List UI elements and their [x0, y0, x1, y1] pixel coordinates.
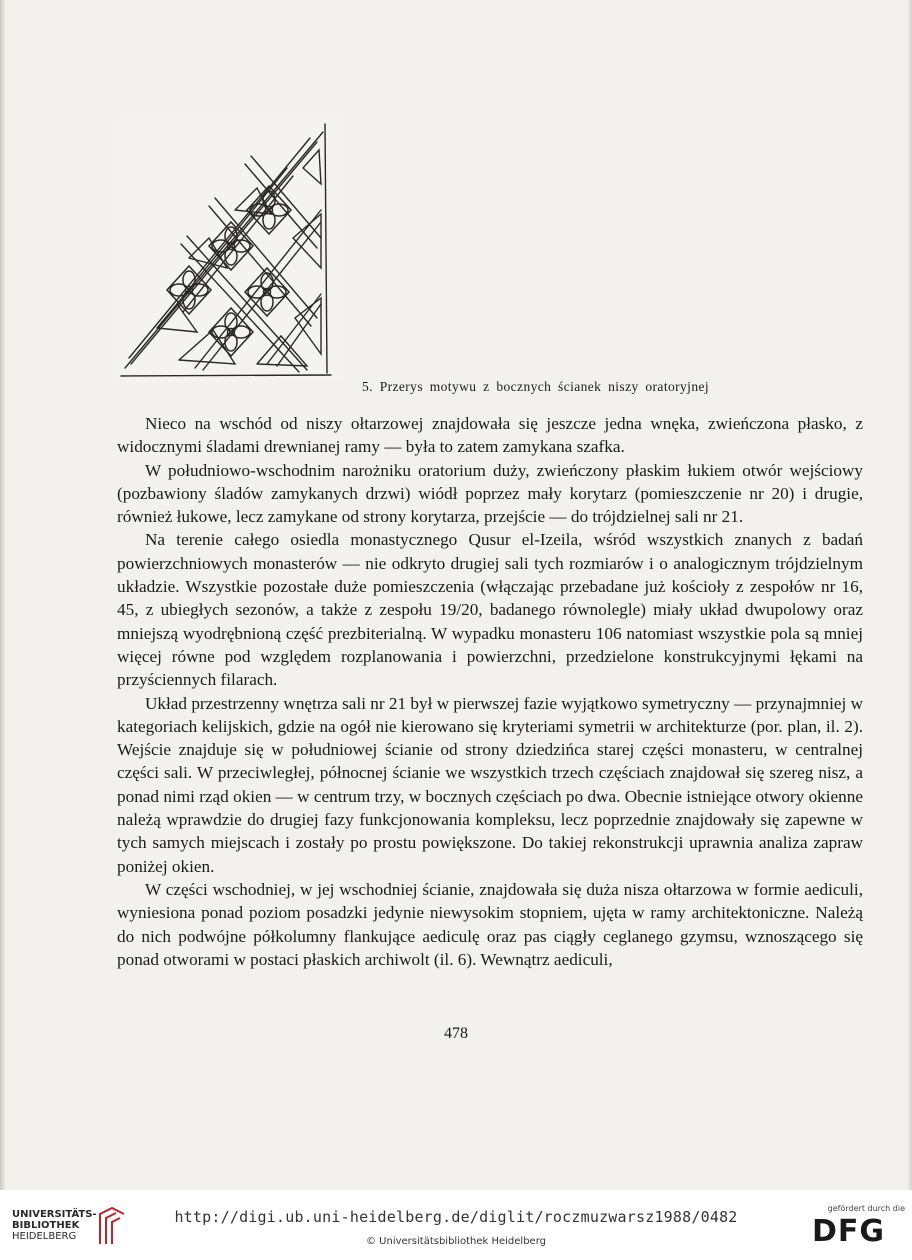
paragraph-3: Na terenie całego osiedla monastycznego Qusur el-Izeila, wśród wszystkich znanych z badań powierzchniowych monasterów — nie odkryto drugiej sali tych rozmiarów i o analogicznym trójdzielnym układzie. Wszystkie pozostałe duże pomieszczenia (włączając przebadane już kościoły z zespołów nr 16, 45, z ubiegłych sezonów, a także z zespołu 19/20, badanego równolegle) miały układ dwupolowy oraz mniejszą wyodrębnioną część prezbiterialną. W wypadku monasteru 106 natomiast wszystkie pola są mniej więcej równe pod względem rozplanowania i powierzchni, przedzielone konstrukcyjnymi łękami na przyściennych filarach.: [117, 530, 863, 690]
scan-edge-right: [907, 0, 912, 1190]
funding-note: gefördert durch die: [827, 1204, 905, 1213]
page-number: 478: [444, 1025, 468, 1042]
paragraph-4: Układ przestrzenny wnętrza sali nr 21 był w pierwszej fazie wyjątkowo symetryczny — przynajmniej w kategoriach kelijskich, gdzie na ogół nie kierowano się kryteriami symetrii w architekturze (por. plan, il. 2). Wejście znajduje się w południowej ścianie od strony dziedzińca starej części monasteru, w centralnej części sali. W przeciwległej, północnej ścianie we wszystkich trzech częściach znajdował się szereg nisz, a ponad nimi rząd okien — w centrum trzy, w bocznych częściach po dwa. Obecnie istniejące otwory okienne należą wprawdzie do drugiej fazy funkcjonowania kompleksu, lecz poprzednie znajdowały się zapewne w tych samych miejscach i zostały po prostu powiększone. Do takiej rekonstrukcji uprawnia analiza zapraw poniżej okien.: [117, 693, 863, 876]
footer-bar: [0, 1190, 912, 1260]
dfg-logo[interactable]: DFG: [812, 1214, 886, 1249]
scan-edge-left: [0, 0, 6, 1190]
figure-motif-drawing: [117, 118, 343, 382]
copyright-text: © Universitätsbibliothek Heidelberg: [365, 1236, 546, 1247]
library-name-line1: UNIVERSITÄTS-: [12, 1209, 97, 1220]
permalink-url[interactable]: http://digi.ub.uni-heidelberg.de/diglit/roczmuzwarsz1988/0482: [174, 1208, 738, 1226]
lozenge-flower-motif-drawing-icon: [117, 118, 343, 382]
figure-caption: 5. Przerys motywu z bocznych ścianek niszy oratoryjnej: [362, 379, 710, 394]
library-name-line3: HEIDELBERG: [12, 1231, 77, 1242]
paragraph-2: W południowo-wschodnim narożniku oratorium duży, zwieńczony płaskim łukiem otwór wejściowy (pozbawiony śladów zamykanych drzwi) wiódł poprzez mały korytarz (pomieszczenie nr 20) i drugie, również łukowe, lecz zamykane od strony korytarza, przejście — do trójdzielnej sali nr 21.: [117, 460, 863, 527]
paragraph-1: Nieco na wschód od niszy ołtarzowej znajdowała się jeszcze jedna wnęka, zwieńczona płasko, z widocznymi śladami drewnianej ramy — była to zatem zamykana szafka.: [117, 414, 863, 457]
body-text: [117, 412, 863, 971]
library-name-line2: BIBLIOTHEK: [12, 1220, 80, 1231]
paragraph-5: W części wschodniej, w jej wschodniej ścianie, znajdowała się duża nisza ołtarzowa w formie aediculi, wyniesiona ponad poziom posadzki jedynie niewysokim stopniem, ujęta w ramy architektoniczne. Należą do nich podwójne półkolumny flankujące aediculę oraz pas ciągły ceglanego gzymsu, wznoszącego się ponad otworami w postaci płaskich archiwolt (il. 6). Wewnątrz aediculi,: [117, 879, 863, 969]
